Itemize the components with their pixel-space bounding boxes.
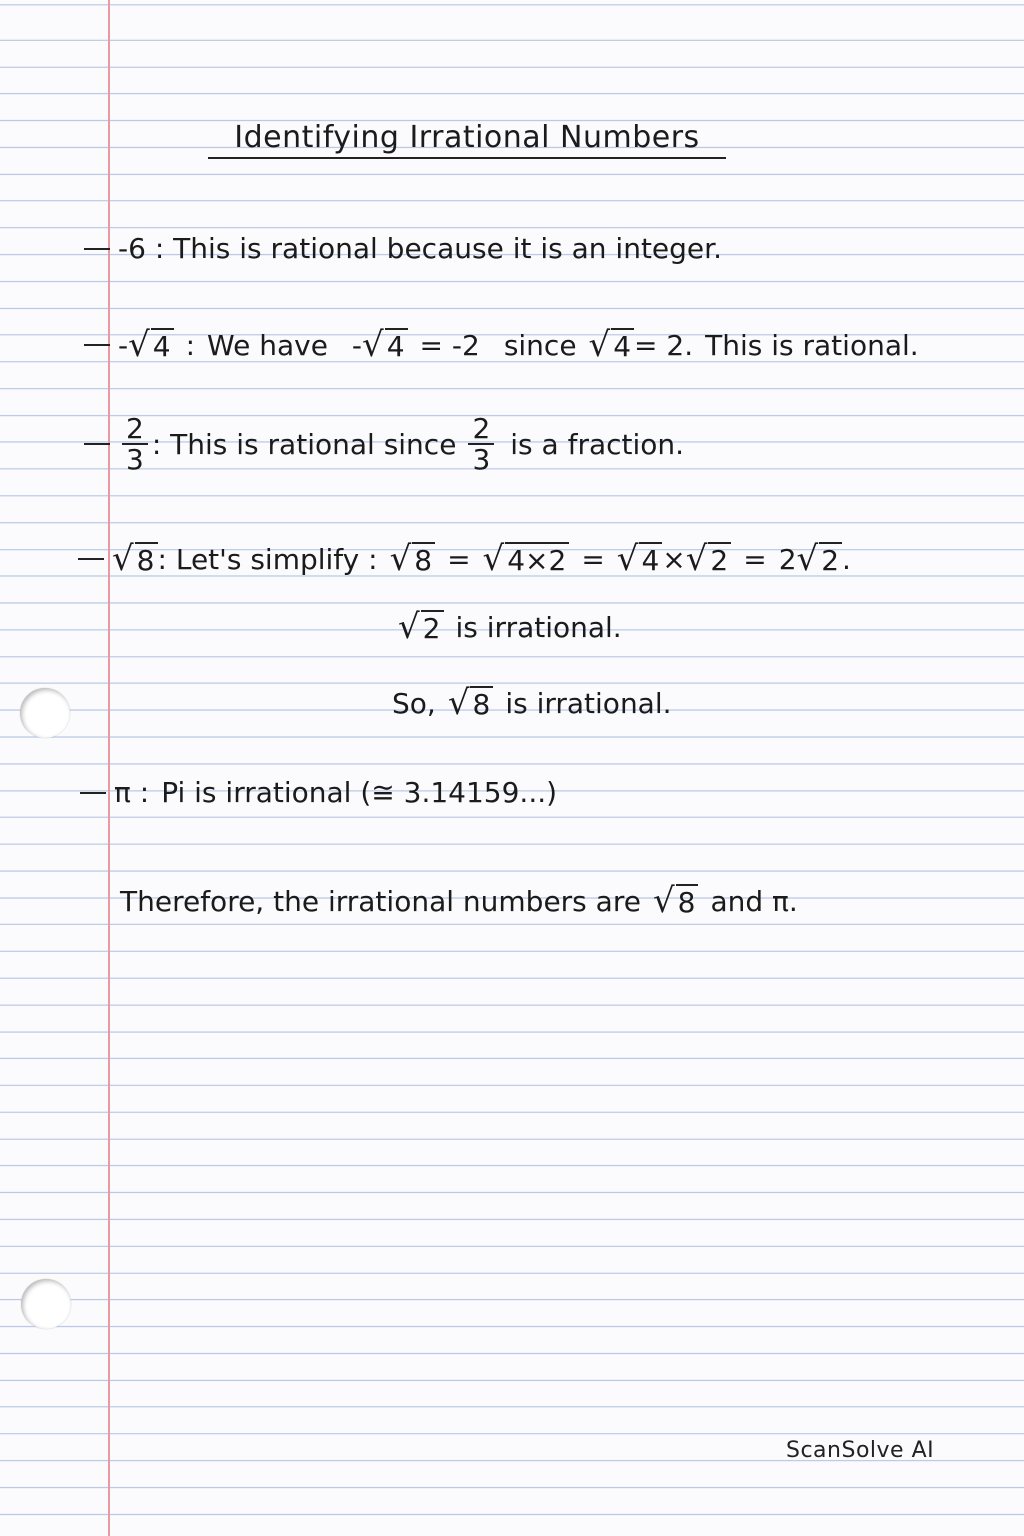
item-label: -6 — [118, 232, 146, 265]
punch-hole — [21, 1279, 71, 1329]
square-root: √ 4 — [128, 328, 174, 362]
equals-sign: = — [581, 542, 605, 576]
equals-sign: = — [447, 542, 471, 576]
item-colon: : — [185, 328, 196, 362]
bullet-dash — [84, 344, 110, 346]
conclusion — [120, 881, 798, 921]
item-two-thirds — [84, 414, 684, 475]
page-title: Identifying Irrational Numbers — [208, 120, 726, 159]
item-pi — [80, 776, 557, 809]
equation-text: = -2 — [419, 328, 480, 362]
square-root: √ 8 — [653, 884, 699, 918]
conclusion-text: and π. — [710, 884, 798, 918]
square-root: √ 4 — [362, 328, 408, 362]
item-text: is a fraction. — [510, 427, 685, 461]
root-eight-irrational — [392, 683, 672, 723]
square-root: √ 2 — [398, 610, 444, 644]
item-negative-six — [84, 232, 722, 265]
square-root: √ 4 — [617, 542, 663, 576]
root-two-irrational — [398, 607, 622, 647]
item-text: : This is rational since — [151, 427, 457, 461]
item-text: This is rational. — [705, 328, 919, 362]
item-root-eight — [78, 539, 851, 579]
item-text: So, — [392, 686, 436, 720]
margin-line — [108, 0, 110, 1536]
bullet-dash — [80, 792, 106, 794]
watermark: ScanSolve AI — [786, 1438, 935, 1463]
item-text: We have — [207, 328, 328, 362]
bullet-dash — [78, 558, 104, 560]
item-colon: : — [145, 232, 174, 265]
square-root: √ 4 — [589, 328, 635, 362]
square-root: √ 8 — [448, 686, 494, 720]
conclusion-text: Therefore, the irrational numbers are — [120, 884, 641, 918]
bullet-dash — [84, 248, 110, 250]
square-root: √ 2 — [797, 542, 843, 576]
fraction: $\frac{2}{3}$ — [468, 414, 494, 475]
item-negative-root-four — [84, 325, 919, 365]
square-root: √ 2 — [686, 542, 732, 576]
item-text: is irrational. — [505, 686, 672, 720]
square-root: √ 8 — [390, 542, 436, 576]
square-root: √ 8 — [112, 542, 158, 576]
equation-text: = 2. — [634, 328, 694, 362]
item-text: This is rational because it is an integer. — [173, 232, 722, 265]
item-text: Pi is irrational (≅ 3.14159...) — [161, 776, 558, 809]
square-root: √ 4×2 — [483, 542, 570, 576]
punch-hole — [20, 688, 70, 738]
bullet-dash — [84, 443, 110, 445]
minus-sign: - — [351, 328, 363, 362]
item-text: is irrational. — [455, 610, 622, 644]
coefficient: 2 — [778, 542, 797, 576]
item-label: π : — [114, 776, 150, 809]
item-text: since — [503, 328, 577, 362]
item-text: : Let's simplify : — [157, 542, 378, 576]
minus-sign: - — [118, 328, 129, 362]
equals-sign: = — [743, 542, 767, 576]
period: . — [842, 542, 851, 576]
fraction: $\frac{2}{3}$ — [122, 414, 148, 475]
times-sign: × — [662, 542, 686, 576]
